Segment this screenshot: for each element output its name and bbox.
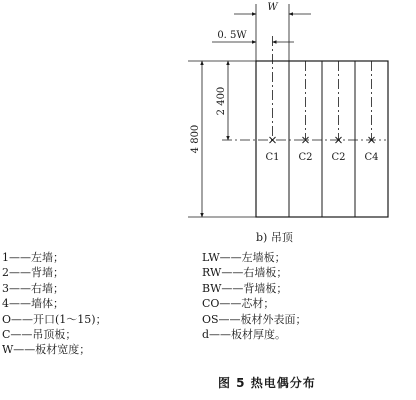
legend-item: 2——背墙；: [2, 266, 64, 280]
legend-item: O——开口(1～15)；: [2, 312, 107, 326]
legend-item: OS——板材外表面；: [202, 312, 307, 326]
legend-item: d——板材厚度。: [202, 327, 287, 341]
legend-item: LW——左墙板；: [202, 251, 286, 264]
legend-item: BW——背墙板；: [202, 281, 288, 295]
legend-item: CO——芯材；: [202, 297, 275, 311]
height-2400-label: 2 400: [216, 86, 227, 116]
thermocouple-label-1: C1: [265, 152, 280, 163]
thermocouple-label-4: C4: [364, 152, 379, 163]
legend-item: C——吊顶板；: [2, 327, 77, 341]
legend-item: RW——右墙板；: [202, 266, 288, 280]
legend-right: [202, 250, 307, 342]
half-width-label: 0. 5W: [217, 30, 247, 41]
figure-caption: 图 5 热电偶分布: [218, 376, 316, 390]
legend-item: 4——墙体；: [2, 297, 64, 311]
subfigure-caption: b) 吊顶: [256, 231, 293, 244]
thermocouple-marker-c1: [270, 137, 276, 143]
legend-item: 1——左墙；: [2, 251, 64, 264]
width-label: W: [267, 2, 278, 13]
height-4800-label: 4 800: [190, 124, 201, 154]
thermocouple-label-2: C2: [298, 152, 313, 163]
legend-item: W——板材宽度；: [2, 343, 91, 357]
legend-item: 3——右墙；: [2, 281, 64, 295]
legend-left: [2, 250, 107, 358]
thermocouple-label-3: C2: [331, 152, 346, 163]
